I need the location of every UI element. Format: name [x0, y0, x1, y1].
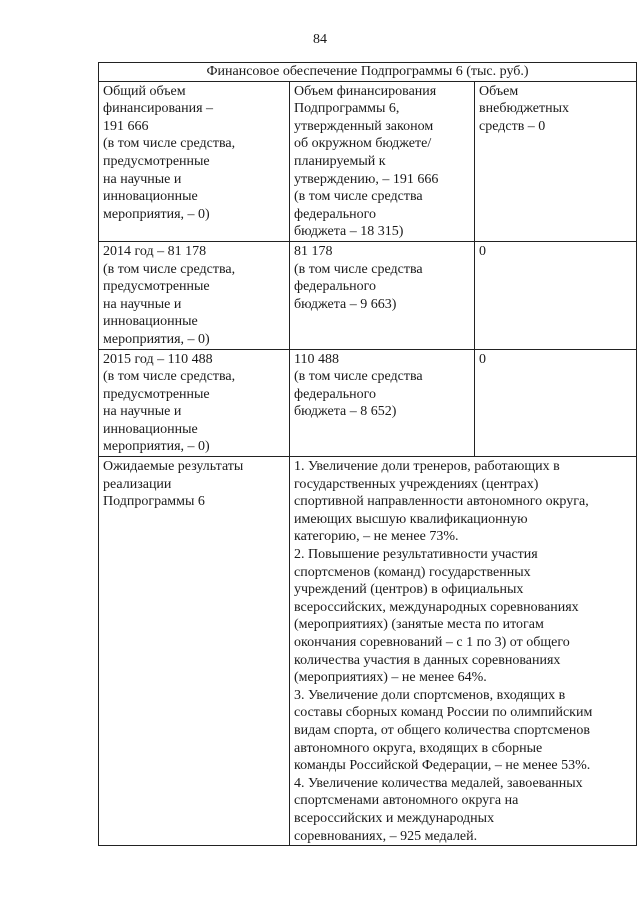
- year-2015-extra-cell: 0: [475, 349, 637, 457]
- result-item-4: 4. Увеличение количества медалей, завоеванных спортсменами автономного округа на всероссийских и международных соревнованиях, – 925 медалей.: [294, 775, 583, 844]
- year-2014-budget-cell: 81 178 (в том числе средства федерального бюджета – 9 663): [290, 241, 475, 349]
- extra-budget-cell: Объем внебюджетных средств – 0: [475, 81, 637, 241]
- year-2014-cell: 2014 год – 81 178 (в том числе средства, предусмотренные на научные и инновационные мероприятия, – 0): [99, 241, 290, 349]
- results-row: [99, 457, 637, 846]
- results-list: [290, 457, 637, 846]
- table-title-row: [99, 63, 637, 82]
- year-2014-extra-cell: 0: [475, 241, 637, 349]
- result-item-2: 2. Повышение результативности участия спортсменов (команд) государственных учреждений (центров) в официальных всероссийских, международных соревнованиях (мероприятиях) (занятые места по итогам окончания соревнований – с 1 по 3) от общего количества участия в данных соревнованиях (мероприятиях) – не менее 64%.: [294, 547, 579, 686]
- year-2015-cell: 2015 год – 110 488 (в том числе средства, предусмотренные на научные и инновационные мероприятия, – 0): [99, 349, 290, 457]
- total-financing-cell: Общий объем финансирования – 191 666 (в том числе средства, предусмотренные на научные и инновационные мероприятия, – 0): [99, 81, 290, 241]
- page-number: 84: [313, 32, 327, 47]
- table-row: [99, 349, 637, 457]
- budget-financing-cell: Объем финансирования Подпрограммы 6, утвержденный законом об окружном бюджете/ планируемый к утверждению, – 191 666 (в том числе средства федерального бюджета – 18 315): [290, 81, 475, 241]
- year-2015-budget-cell: 110 488 (в том числе средства федерального бюджета – 8 652): [290, 349, 475, 457]
- result-item-3: 3. Увеличение доли спортсменов, входящих в составы сборных команд России по олимпийским видам спорта, от общего количества спортсменов автономного округа, входящих в сборные команды Российской Федерации, – не менее 53%.: [294, 687, 593, 774]
- results-label: Ожидаемые результаты реализации Подпрограммы 6: [99, 457, 290, 846]
- financing-table: [98, 62, 637, 846]
- table-row: [99, 241, 637, 349]
- result-item-1: 1. Увеличение доли тренеров, работающих в государственных учреждениях (центрах) спортивной направленности автономного округа, имеющих высшую квалификационную категорию, – не менее 73%.: [294, 459, 589, 545]
- table-title: Финансовое обеспечение Подпрограммы 6 (тыс. руб.): [99, 63, 637, 82]
- table-row: [99, 81, 637, 241]
